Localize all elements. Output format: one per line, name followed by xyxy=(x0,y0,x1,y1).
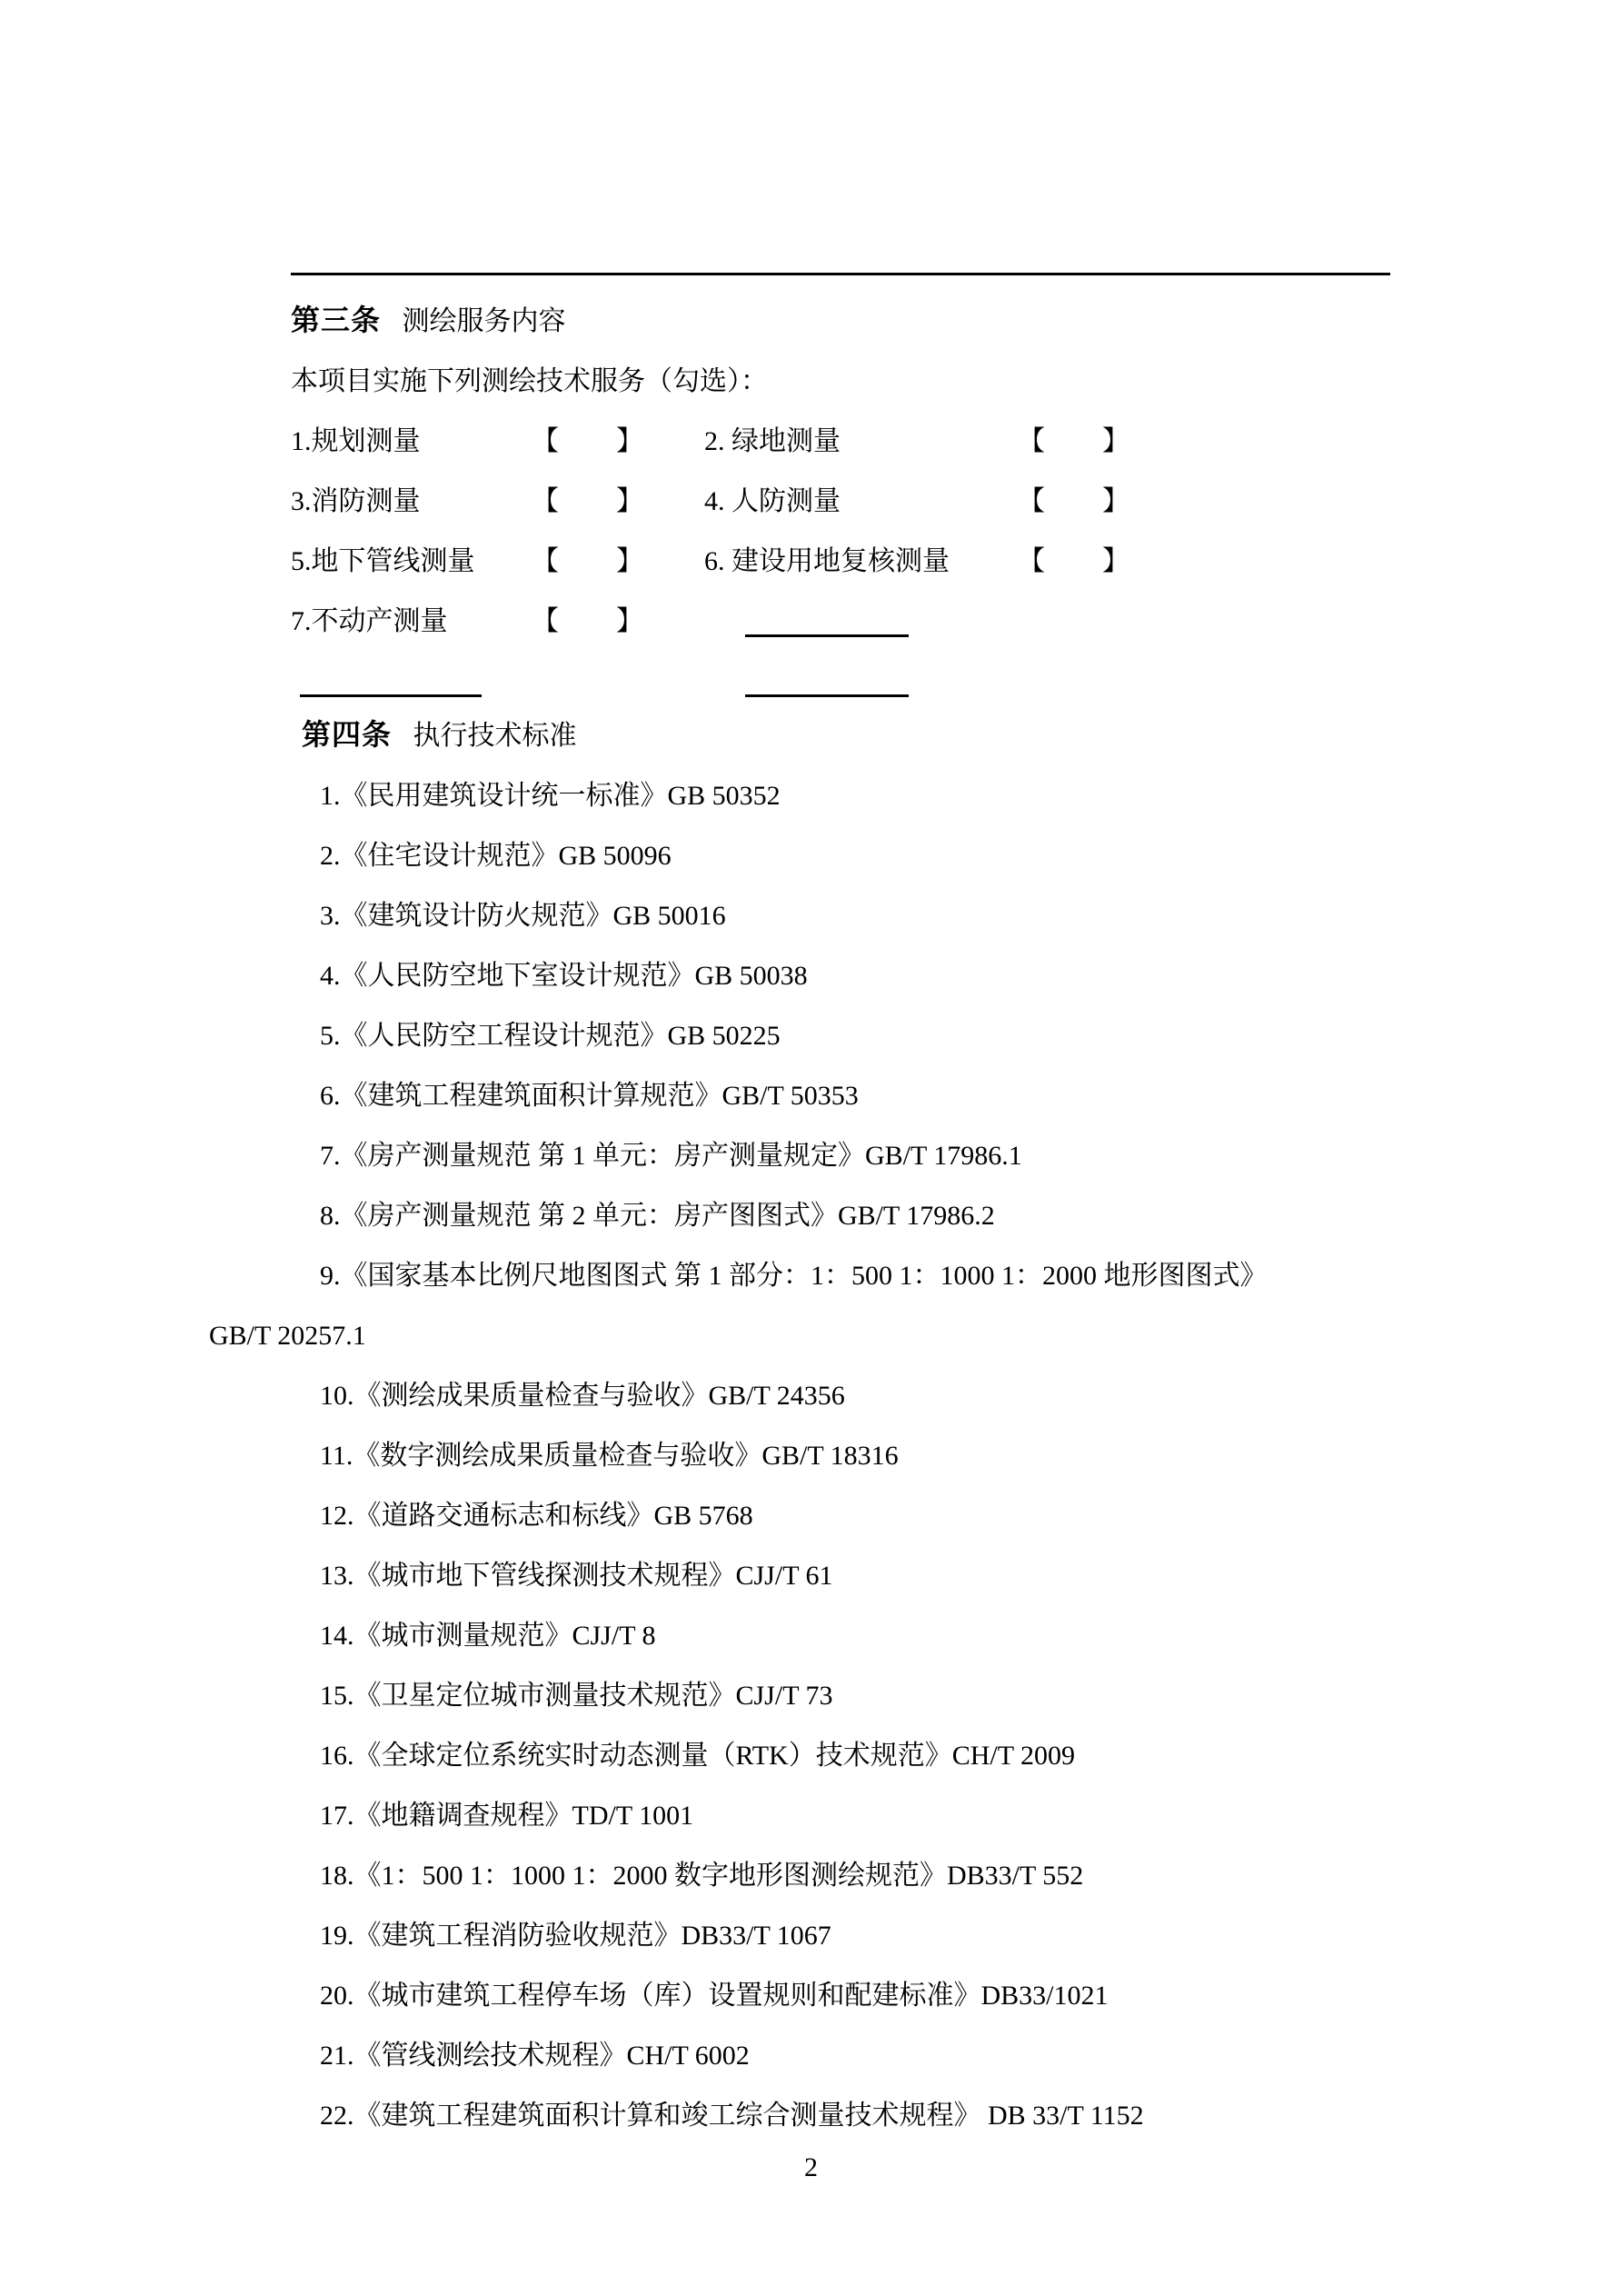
checkbox-brackets-3[interactable]: 【 】 xyxy=(532,486,644,516)
standard-item-11: 11.《数字测绘成果质量检查与验收》GB/T 18316 xyxy=(320,1441,899,1471)
service-row-4 xyxy=(291,592,1390,652)
page-number: 2 xyxy=(804,2152,818,2182)
service-label-4: 4. 人防测量 xyxy=(704,486,841,516)
page-content xyxy=(209,273,1390,2146)
header-rule xyxy=(291,273,1390,275)
service-label-5: 5.地下管线测量 xyxy=(291,546,475,576)
standard-item-8: 8.《房产测量规范 第 2 单元：房产图图式》GB/T 17986.2 xyxy=(320,1201,995,1231)
checkbox-brackets-5[interactable]: 【 】 xyxy=(532,546,644,576)
checkbox-brackets-6[interactable]: 【 】 xyxy=(1018,546,1130,576)
service-label-6: 6. 建设用地复核测量 xyxy=(704,546,950,576)
article4-number: 第四条 xyxy=(302,718,393,751)
standard-item-6: 6.《建筑工程建筑面积计算规范》GB/T 50353 xyxy=(320,1081,859,1111)
standard-item-3: 3.《建筑设计防火规范》GB 50016 xyxy=(320,901,726,931)
standard-item-7: 7.《房产测量规范 第 1 单元：房产测量规定》GB/T 17986.1 xyxy=(320,1141,1022,1171)
standard-item-2: 2.《住宅设计规范》GB 50096 xyxy=(320,841,672,871)
service-label-3: 3.消防测量 xyxy=(291,486,421,516)
fill-in-blank-2[interactable] xyxy=(300,694,482,697)
service-label-7: 7.不动产测量 xyxy=(291,606,448,636)
row4-spacer xyxy=(1018,592,1390,652)
row5-spacer-1 xyxy=(532,652,704,712)
service-label-2: 2. 绿地测量 xyxy=(704,426,841,456)
standard-item-14: 14.《城市测量规范》CJJ/T 8 xyxy=(320,1621,656,1651)
standard-item-20: 20.《城市建筑工程停车场（库）设置规则和配建标准》DB33/1021 xyxy=(320,1981,1109,2011)
standard-item-22: 22.《建筑工程建筑面积计算和竣工综合测量技术规程》 DB 33/T 1152 xyxy=(320,2101,1144,2131)
fill-in-blank-1[interactable] xyxy=(745,634,909,637)
standard-item-18: 18.《1：500 1：1000 1：2000 数字地形图测绘规范》DB33/T 552 xyxy=(320,1861,1084,1891)
checkbox-brackets-4[interactable]: 【 】 xyxy=(1018,486,1130,516)
article4-title: 执行技术标准 xyxy=(413,721,577,751)
service-label-1: 1.规划测量 xyxy=(291,426,421,456)
article3-heading xyxy=(209,290,1390,352)
article3-title: 测绘服务内容 xyxy=(402,306,566,336)
fill-in-blank-3[interactable] xyxy=(745,694,909,697)
service-row-5 xyxy=(291,652,1390,712)
article4-heading xyxy=(209,704,1390,766)
standard-item-13: 13.《城市地下管线探测技术规程》CJJ/T 61 xyxy=(320,1561,833,1591)
standard-item-5: 5.《人民防空工程设计规范》GB 50225 xyxy=(320,1021,781,1051)
standard-item-10: 10.《测绘成果质量检查与验收》GB/T 24356 xyxy=(320,1381,845,1411)
standard-item-9: 9.《国家基本比例尺地图图式 第 1 部分：1：500 1：1000 1：2000 地形图图式》 xyxy=(320,1261,1268,1291)
row5-spacer-2 xyxy=(1018,652,1390,712)
standard-item-1: 1.《民用建筑设计统一标准》GB 50352 xyxy=(320,781,781,811)
standard-item-19: 19.《建筑工程消防验收规范》DB33/T 1067 xyxy=(320,1921,831,1951)
standard-item-15: 15.《卫星定位城市测量技术规范》CJJ/T 73 xyxy=(320,1681,833,1711)
standard-item-12: 12.《道路交通标志和标线》GB 5768 xyxy=(320,1501,753,1531)
service-row-3 xyxy=(291,532,1390,592)
standard-item-4: 4.《人民防空地下室设计规范》GB 50038 xyxy=(320,961,808,991)
standard-item-21: 21.《管线测绘技术规程》CH/T 6002 xyxy=(320,2041,750,2071)
standard-item-17: 17.《地籍调查规程》TD/T 1001 xyxy=(320,1801,694,1831)
checkbox-brackets-7[interactable]: 【 】 xyxy=(532,606,644,636)
checkbox-brackets-2[interactable]: 【 】 xyxy=(1018,426,1130,456)
service-row-2 xyxy=(291,472,1390,532)
standards-list xyxy=(209,766,1390,2146)
checkbox-brackets-1[interactable]: 【 】 xyxy=(532,426,644,456)
standard-item-16: 16.《全球定位系统实时动态测量（RTK）技术规范》CH/T 2009 xyxy=(320,1741,1075,1771)
service-row-1 xyxy=(291,412,1390,472)
article3-number: 第三条 xyxy=(291,304,382,336)
standard-item-9-continuation: GB/T 20257.1 xyxy=(209,1321,366,1351)
article3-intro: 本项目实施下列测绘技术服务（勾选）： xyxy=(291,366,768,396)
